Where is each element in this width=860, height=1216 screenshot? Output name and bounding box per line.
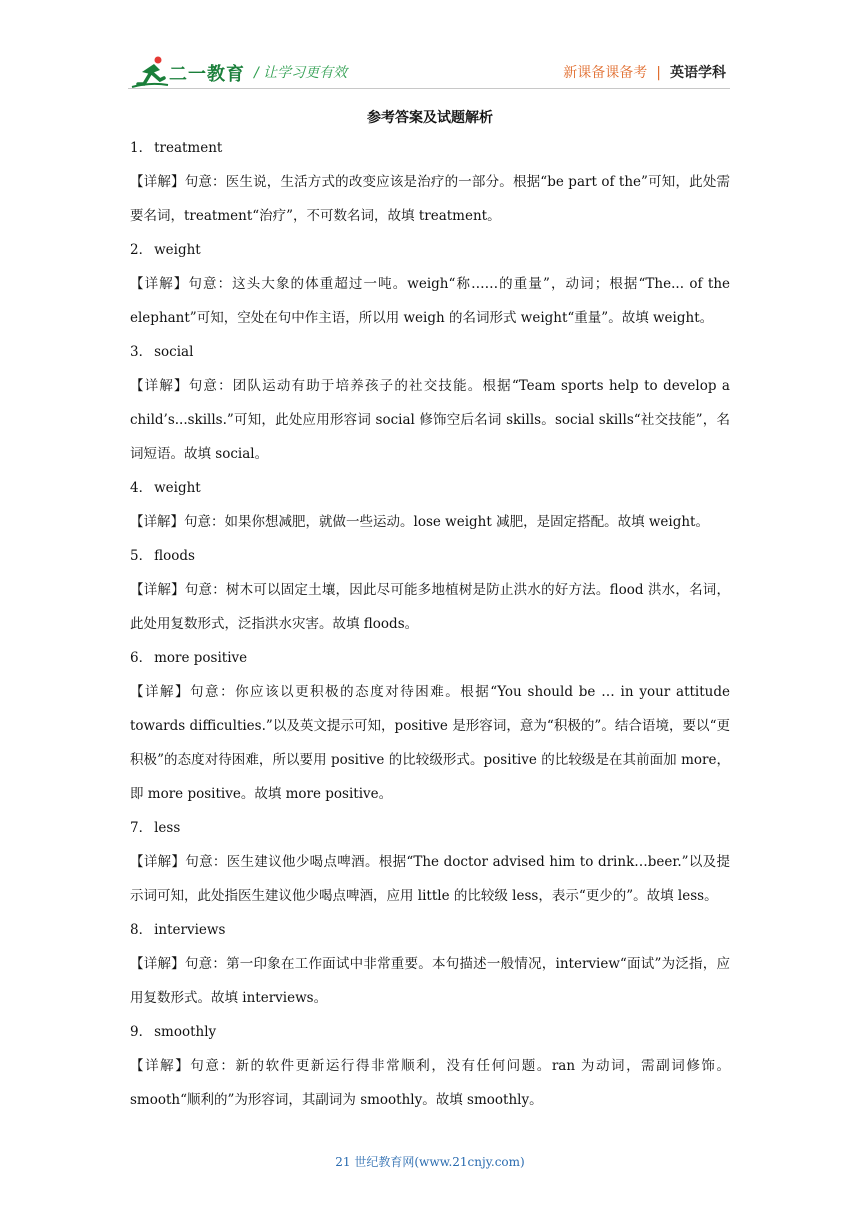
answer-text: less: [154, 820, 181, 836]
header-separator: |: [656, 65, 661, 81]
answer-line: [130, 335, 730, 369]
answer-text: floods: [154, 548, 195, 564]
slogan: / 让学习更有效: [254, 65, 348, 81]
answer-item: [130, 539, 730, 641]
answer-list: [130, 131, 730, 1117]
explanation-text: 【详解】句意：新的软件更新运行得非常顺利，没有任何问题。ran 为动词，需副词修饰。smooth“顺利的”为形容词，其副词为 smoothly。故填 smoothly。: [130, 1058, 730, 1108]
answer-item: [130, 335, 730, 471]
answer-line: [130, 131, 730, 165]
explanation-text: 【详解】句意：这头大象的体重超过一吨。weigh“称……的重量”，动词；根据“The... of the elephant”可知，空处在句中作主语，所以用 weigh 的名词形式 weight“重量”。故填 weight。: [130, 276, 730, 326]
answer-text: social: [154, 344, 194, 360]
answer-text: weight: [154, 242, 201, 258]
answer-item: [130, 811, 730, 913]
logo-text: 二一教育: [169, 64, 245, 85]
header-course-label: 新课备课备考: [563, 65, 648, 81]
answer-line: [130, 471, 730, 505]
item-number: 9．: [130, 1024, 153, 1040]
answer-item: [130, 641, 730, 811]
answer-item: [130, 233, 730, 335]
item-number: 4．: [130, 480, 153, 496]
item-number: 7．: [130, 820, 153, 836]
header-tagline: [563, 62, 726, 82]
answer-line: [130, 1015, 730, 1049]
item-number: 2．: [130, 242, 153, 258]
answer-item: [130, 471, 730, 539]
answer-item: [130, 131, 730, 233]
page-header: [0, 0, 860, 100]
answer-line: [130, 913, 730, 947]
answer-line: [130, 539, 730, 573]
answer-item: [130, 1015, 730, 1117]
explanation-text: 【详解】句意：医生说，生活方式的改变应该是治疗的一部分。根据“be part of the”可知，此处需要名词，treatment“治疗”，不可数名词，故填 treatment。: [130, 174, 730, 224]
brand-logo: [130, 54, 250, 90]
explanation-text: 【详解】句意：你应该以更积极的态度对待困难。根据“You should be … in your attitude towards difficulties.”以及英文提示可知，positive 是形容词，意为“积极的”。结合语境，要以“更积极”的态度对待困难，所以要用 positive 的比较级形式。positive 的比较级是在其前面加 more，即 more positive。故填 more positive。: [130, 684, 730, 802]
answer-text: weight: [154, 480, 201, 496]
answer-line: [130, 641, 730, 675]
page-title: 参考答案及试题解析: [367, 110, 493, 126]
answer-item: [130, 913, 730, 1015]
answer-line: [130, 811, 730, 845]
item-number: 3．: [130, 344, 153, 360]
answer-text: smoothly: [154, 1024, 217, 1040]
running-figure-icon: [130, 54, 170, 90]
explanation-text: 【详解】句意：医生建议他少喝点啤酒。根据“The doctor advised him to drink…beer.”以及提示词可知，此处指医生建议他少喝点啤酒，应用 little 的比较级 less，表示“更少的”。故填 less。: [130, 854, 730, 904]
item-number: 1．: [130, 140, 153, 156]
header-divider: [128, 88, 730, 89]
explanation-text: 【详解】句意：第一印象在工作面试中非常重要。本句描述一般情况，interview“面试”为泛指，应用复数形式。故填 interviews。: [130, 956, 730, 1006]
explanation-text: 【详解】句意：树木可以固定土壤，因此尽可能多地植树是防止洪水的好方法。flood 洪水，名词，此处用复数形式，泛指洪水灾害。故填 floods。: [130, 582, 730, 632]
page-footer: 21 世纪教育网(www.21cnjy.com): [335, 1155, 525, 1169]
item-number: 5．: [130, 548, 153, 564]
answer-line: [130, 233, 730, 267]
header-subject-label: 英语学科: [670, 65, 726, 81]
item-number: 8．: [130, 922, 153, 938]
answer-text: treatment: [154, 140, 223, 156]
item-number: 6．: [130, 650, 153, 666]
explanation-text: 【详解】句意：团队运动有助于培养孩子的社交技能。根据“Team sports help to develop a child’s...skills.”可知，此处应用形容词 social 修饰空后名词 skills。social skills“社交技能”，名词短语。故填 social。: [130, 378, 730, 462]
explanation-text: 【详解】句意：如果你想减肥，就做一些运动。lose weight 减肥，是固定搭配。故填 weight。: [130, 514, 709, 530]
answer-text: interviews: [154, 922, 226, 938]
answer-text: more positive: [154, 650, 248, 666]
